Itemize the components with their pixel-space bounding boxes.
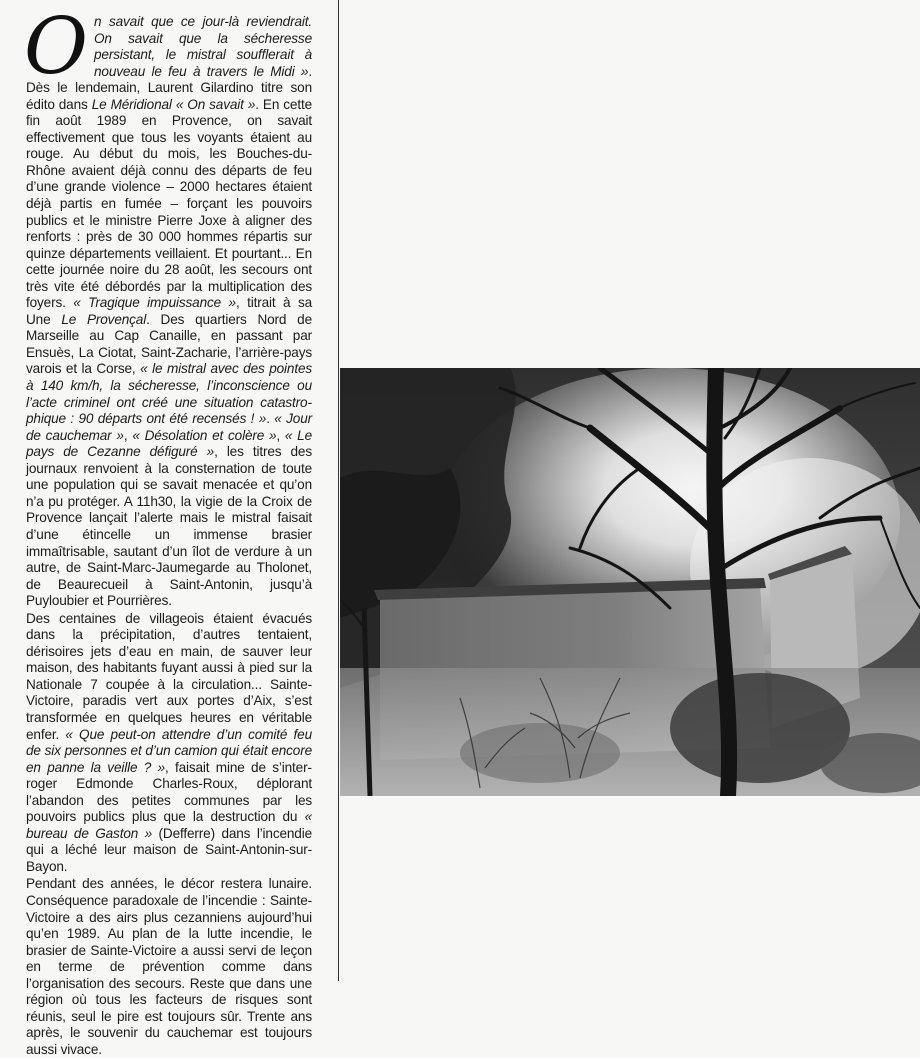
article-paragraph-2 bbox=[26, 611, 312, 876]
drop-cap: O bbox=[24, 2, 88, 92]
text-run: Des centaines de villageois étaient évacués dans la précipitation, d’autres tentaient, dérisoires jets d’eau en main, de sauver leur maison, des habitants fuyant aussi à pied sur la Nationale 7 coupée à la circulation... Sainte-Victoire, paradis vert aux portes d’Aix, s’est transformée en quelques heures en véritable enfer. bbox=[26, 610, 312, 742]
article-paragraph-3: Pendant des années, le décor restera lunaire. Conséquence paradoxale de l’incendie : Sainte-Victoire a des airs plus cezanniens aujourd’hui qu’en 1989. Au plan de la lutte incendie, le brasier de Sainte-Victoire a aussi servi de leçon en terme de prévention comme dans l’organisation des secours. Reste que dans une région où tous les facteurs de risques sont réunis, seul le pire est toujours sûr. Trente ans après, le souvenir du cauchemar est toujours aussi vivace. bbox=[26, 876, 312, 1057]
text-run: , bbox=[123, 427, 133, 443]
newspaper-title-provencal: Le Provençal bbox=[61, 311, 147, 327]
quote-mistral: « le mistral avec des pointes à 140 km/h, la sécheresse, l’inconscience ou l’acte criminel ont créé une situation catastrophique : 90 départs ont été recensés ! » bbox=[26, 361, 312, 427]
newspaper-title-meridional: Le Méridional « On savait » bbox=[91, 96, 256, 112]
text-run: . bbox=[266, 411, 275, 427]
quote-bureau-gaston: « bureau de Gaston » bbox=[26, 809, 312, 841]
quote-headline: « Tragique impuissance » bbox=[73, 295, 236, 311]
text-run: , titrait à sa Une bbox=[26, 295, 312, 327]
quote-headline: « Jour de cauchemar » bbox=[26, 411, 312, 443]
article-paragraph-1 bbox=[24, 2, 312, 610]
text-run: . Dès le lendemain, Laurent Gilardino titre son édito dans bbox=[26, 63, 312, 112]
article-column bbox=[0, 0, 339, 1057]
wildfire-house-photo bbox=[340, 368, 920, 796]
opening-quote: n savait que ce jour-là reviendrait. On savait que la sécheresse persistant, le mistral soufflerait à nouveau le feu à travers le Midi » bbox=[94, 14, 312, 79]
text-run: . Des quartiers Nord de Marseille au Cap Canaille, en passant par Ensuès, La Ciotat, Saint-Zacharie, l’arrière-pays varois et la Corse, bbox=[26, 311, 312, 377]
photo-area bbox=[340, 0, 920, 981]
text-run: (Defferre) dans l’incendie qui a léché leur maison de Saint-Antonin-sur-Bayon. bbox=[26, 825, 312, 874]
quote-headline: « Le pays de Cezanne défiguré » bbox=[26, 427, 312, 460]
quote-headline: « Désolation et colère » bbox=[132, 427, 277, 443]
text-run: , les titres des journaux renvoient à la consternation de toute une population qui se savait menacée et qu’on n’a pu protéger. A 11h30, la vigie de la Croix de Provence lançait l’alerte mais le mistral faisait d’une étincelle un immense brasier immaîtrisable, sautant d’un îlot de verdure à un autre, de Saint-Marc-Jaumegarde au Tholonet, de Beaurecueil à Saint-Antonin, jusqu’à Puyloubier et Pourrières. bbox=[26, 444, 312, 609]
text-run: , faisait mine de s’interroger Edmonde Charles-Roux, déplorant l’abandon des petites communes par les pouvoirs publics plus que la destruction du bbox=[26, 759, 312, 825]
text-run: . En cette fin août 1989 en Provence, on savait effectivement que tous les voyants étaient au rouge. Au début du mois, les Bouches-du-Rhône avaient déjà connu des départs de feu d’une grande violence – 2000 hectares étaient déjà partis en fumée – forçant les pouvoirs publics et le ministre Pierre Joxe à aligner des renforts : près de 30 000 hommes répartis sur quinze départements veillaient. Et pourtant... En cette journée noire du 28 août, les secours ont très vite été débordés par la multiplication des foyers. bbox=[26, 96, 312, 311]
text-run: , bbox=[276, 427, 285, 443]
quote-comite-feu: « Que peut-on attendre d’un comité feu de six personnes et d’un camion qui était encore en panne la veille ? » bbox=[26, 726, 312, 775]
